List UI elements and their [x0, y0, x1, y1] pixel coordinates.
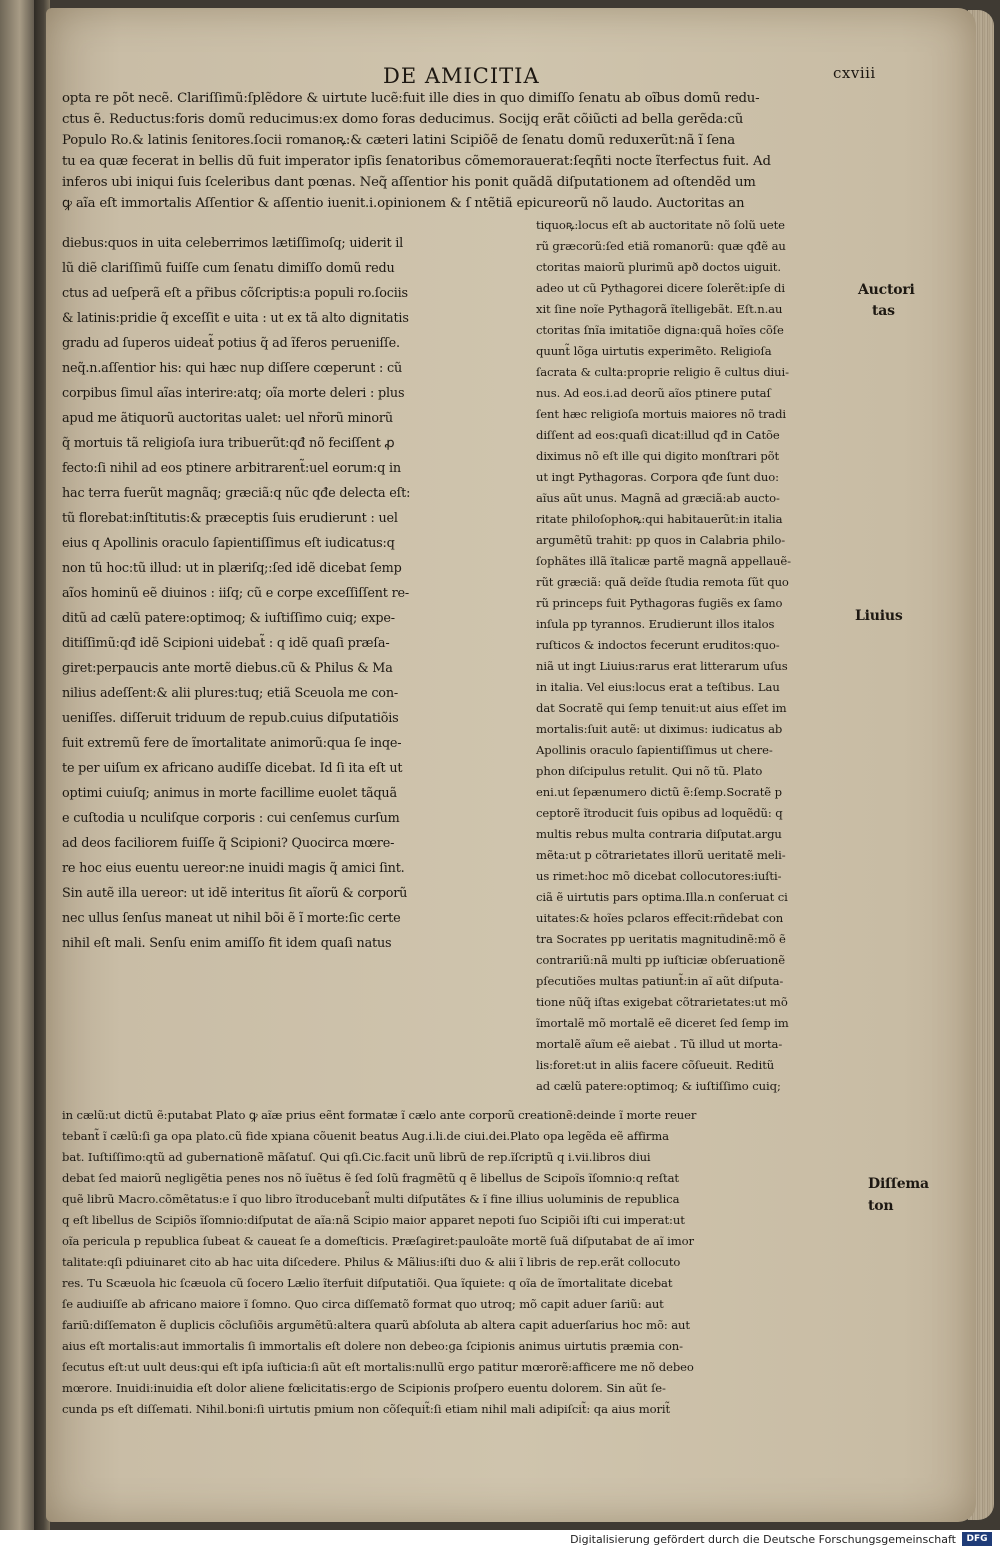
margin-note-dissematon: Diſſema: [868, 1176, 929, 1192]
main-text-line: eius q Apollinis oraculo ſapientiſſimus eſt iudicatus:q: [62, 536, 395, 551]
commentary-line: quunt̃ lõga uirtutis experimẽto. Religioſa: [536, 344, 772, 358]
main-text-line: te per uiſum ex africano audiſſe dicebat. Id ſi ita eſt ut: [62, 761, 403, 776]
main-text-line: & latinis:pridie q̃ exceſſit e uita : ut ex tã alto dignitatis: [62, 311, 409, 326]
main-text-line: non tũ hoc:tũ illud: ut in plæriſq;:ſed idẽ dicebat ſemp: [62, 561, 402, 576]
commentary-line: uitates:& hoĩes pclaros effecit:rñdebat con: [536, 911, 784, 925]
main-text-line: neq̃.n.aſſentior his: qui hæc nup diſſere cœperunt : cũ: [62, 361, 403, 376]
bottom-block-line: oĩa pericula p republica ſubeat & caueat ſe a domeſticis. Præſagiret:pauloãte mortẽ ſuã diſputabat de aĩ imor: [62, 1234, 694, 1248]
main-text-line: fecto:ſi nihil ad eos ptinere arbitrarent̃:uel eorum:q in: [62, 461, 401, 476]
bottom-block-line: in cælũ:ut dictũ ẽ:putabat Plato ꝙ aĩæ prius eẽnt formatæ ĩ cælo ante corporũ creationẽ:deinde ĩ morte reuer: [62, 1108, 697, 1122]
bottom-block-line: debat ſed maiorũ negligẽtia penes nos nõ ĩuẽtus ẽ ſed ſolũ fragmẽtũ q ẽ libellus de Scipoĩs ĩſomnio:q reſtat: [62, 1171, 679, 1185]
main-text-line: ditũ ad cælũ patere:optimoq; & iuſtiſſimo cuiq; expe-: [62, 611, 395, 626]
commentary-line: ſacrata & culta:proprie religio ẽ cultus diui-: [536, 365, 789, 379]
commentary-line: ĩmortalẽ mõ mortalẽ eẽ diceret ſed ſemp im: [536, 1016, 789, 1030]
top-block-line: inferos ubi iniqui ſuis ſceleribus dant pœnas. Neq̃ aſſentior his ponit quãdã diſputationem ad oſtendẽd um: [62, 175, 756, 190]
commentary-line: ctoritas maiorũ plurimũ apð doctos uiguit.: [536, 260, 781, 274]
commentary-line: lis:foret:ut in aliis facere cõſueuit. Reditũ: [536, 1058, 775, 1072]
commentary-line: aĩus aũt unus. Magnã ad græciã:ab aucto-: [536, 491, 780, 505]
margin-note-livius: Liuius: [855, 608, 903, 624]
commentary-line: nus. Ad eos.i.ad deorũ aĩos ptinere putaſ: [536, 386, 771, 400]
commentary-line: contrariũ:nã multi pp iuſticiæ obſeruationẽ: [536, 953, 785, 967]
commentary-line: ciã ẽ uirtutis pars optima.Illa.n conſeruat ci: [536, 890, 788, 904]
top-block-line: ctus ẽ. Reductus:foris domũ reducimus:ex domo foras deducimus. Socijq erãt cõiũcti ad bella gerẽda:cũ: [62, 112, 744, 127]
commentary-line: ritate philoſophoꝶ:qui habitauerũt:in italia: [536, 512, 783, 526]
commentary-line: rũt græciã: quã deĩde ſtudia remota ſũt quo: [536, 575, 789, 589]
bottom-block-line: quẽ librũ Macro.cõmẽtatus:e ĩ quo libro ĩtroducebant̃ multi diſputãtes & ĩ fine illius uoluminis de republica: [62, 1192, 680, 1206]
main-text-line: ueniſſes. diſſeruit triduum de repub.cuius diſputatiõis: [62, 711, 399, 726]
commentary-line: inſula pp tyrannos. Erudierunt illos italos: [536, 617, 775, 631]
main-text-line: ctus ad ueſperã eſt a pr̃ibus cõſcriptis:a populi ro.ſociis: [62, 286, 408, 301]
commentary-line: adeo ut cũ Pythagorei dicere ſolerẽt:ipſe di: [536, 281, 785, 295]
main-text-line: ad deos faciliorem fuiſſe q̃ Scipioni? Quocirca mœre-: [62, 836, 395, 851]
commentary-line: ceptorẽ ĩtroducit ſuis opibus ad loquẽdũ: q: [536, 806, 783, 820]
bottom-block-line: tebant̃ ĩ cælũ:ſi ga opa plato.cũ fide xpiana cõuenit beatus Aug.i.li.de ciui.dei.Plato opa legẽda eẽ affirma: [62, 1129, 669, 1143]
commentary-line: rũ princeps fuit Pythagoras fugiẽs ex ſamo: [536, 596, 783, 610]
digitization-footer: [0, 1530, 1000, 1549]
bottom-block-line: fariũ:diſſematon ẽ duplicis cõcluſiõis argumẽtũ:altera quarũ abſoluta ab altera capit aduerſarius hoc mõ: aut: [62, 1318, 690, 1332]
main-text-line: nilius adeſſent:& alii plures:tuq; etiã Sceuola me con-: [62, 686, 398, 701]
main-text-line: optimi cuiuſq; animus in morte facillime euolet tãquã: [62, 786, 397, 801]
main-text-line: ditiſſimũ:qđ idẽ Scipioni uidebat̃ : q idẽ quaſi præſa-: [62, 636, 390, 651]
main-text-line: hac terra fuerũt magnãq; græciã:q nũc qđe delecta eſt:: [62, 486, 411, 501]
facing-page-edge: [0, 0, 36, 1530]
main-text-line: Sin autẽ illa uereor: ut idẽ interitus ſit aĩorũ & corporũ: [62, 886, 408, 901]
commentary-line: mẽta:ut p cõtrarietates illorũ ueritatẽ meli-: [536, 848, 786, 862]
bottom-block-line: cunda ps eſt diſſemati. Nihil.boni:ſi uirtutis pmium non cõſequit̃:ſi etiam nihil mali adipiſcit̃: qa aius morit̃: [62, 1402, 671, 1416]
commentary-line: tiquoꝶ:locus eſt ab auctoritate nõ ſolũ uete: [536, 218, 785, 232]
commentary-line: ut ingt Pythagoras. Corpora qđe ſunt duo:: [536, 470, 779, 484]
bottom-block-line: q eſt libellus de Scipiõs ĩſomnio:diſputat de aĩa:nã Scipio maior apparet nepoti ſuo Scipiõi iſti cui imperat:ut: [62, 1213, 685, 1227]
commentary-line: multis rebus multa contraria diſputat.argu: [536, 827, 782, 841]
commentary-line: in italia. Vel eius:locus erat a teſtibus. Lau: [536, 680, 780, 694]
main-text-line: nec ullus ſenſus maneat ut nihil bõi ẽ ĩ morte:ſic certe: [62, 911, 401, 926]
commentary-line: eni.ut ſepænumero dictũ ẽ:ſemp.Socratẽ p: [536, 785, 782, 799]
top-block-line: Populo Ro.& latinis ſenitores.ſocii romanoꝶ:& cæteri latini Scipiõẽ de ſenatu domũ reduxerũt:nã ĩ ſena: [62, 133, 735, 148]
commentary-line: tra Socrates pp ueritatis magnitudinẽ:mõ ẽ: [536, 932, 786, 946]
commentary-line: tione nũq̃ iſtas exigebat cõtrarietates:ut mõ: [536, 995, 788, 1009]
main-text-line: q̃ mortuis tã religioſa iura tribuerũt:qđ nõ feciſſent ꝓ: [62, 436, 395, 451]
bottom-block-line: ſe audiuiſſe ab africano maiore ĩ ſomno. Quo circa diſſematõ format quo utroq; mõ capit aduer ſariũ: aut: [62, 1297, 664, 1311]
main-text-line: e cuſtodia u nculiſque corporis : cui cenſemus curſum: [62, 811, 400, 826]
commentary-line: dat Socratẽ qui ſemp tenuit:ut aius eſſet im: [536, 701, 787, 715]
bottom-block-line: ſecutus eſt:ut uult deus:qui eſt ipſa iuſticia:ſi aũt eſt mortalis:nullũ ergo patitur mœrorẽ:afficere me nõ debeo: [62, 1360, 694, 1374]
main-text-line: tũ florebat:inſtitutis:& præceptis ſuis erudierunt : uel: [62, 511, 398, 526]
commentary-line: us rimet:hoc mõ dicebat collocutores:iuſti-: [536, 869, 782, 883]
dfg-logo: DFG: [962, 1532, 992, 1546]
commentary-line: mortalẽ aĩum eẽ aiebat . Tũ illud ut morta-: [536, 1037, 783, 1051]
main-text-line: apud me ãtiquorũ auctoritas ualet: uel nr̃orũ minorũ: [62, 411, 393, 426]
folio-number: cxviii: [833, 64, 876, 82]
commentary-line: diximus nõ eſt ille qui digito monſtrari põt: [536, 449, 780, 463]
commentary-line: pſecutiões multas patiunt̃:in aĩ aũt diſputa-: [536, 974, 784, 988]
bottom-block-line: res. Tu Scæuola hic ſcæuola cũ ſocero Lælio ĩterfuit diſputatiõi. Qua ĩquiete: q oĩa de ĩmortalitate dicebat: [62, 1276, 673, 1290]
main-text-line: gradu ad ſuperos uideat̃ potius q̃ ad ĩferos perueniſſe.: [62, 336, 400, 351]
commentary-line: argumẽtũ trahit: pp quos in Calabria philo-: [536, 533, 786, 547]
commentary-line: ctoritas ſnĩa imitatiõe digna:quã hoĩes cõſe: [536, 323, 784, 337]
top-block-line: ꝙ aĩa eſt immortalis Aſſentior & aſſentio iuenit.i.opinionem & ſ ntẽtiã epicureorũ nõ laudo. Auctoritas an: [62, 196, 745, 211]
margin-note-auctoritas: tas: [872, 303, 895, 319]
commentary-line: mortalis:ſuit autẽ: ut diximus: iudicatus ab: [536, 722, 783, 736]
main-text-line: nihil eſt mali. Senſu enim amiſſo fit idem quaſi natus: [62, 936, 392, 951]
main-text-line: re hoc eius euentu uereor:ne inuidi magis q̃ amici ſint.: [62, 861, 405, 876]
commentary-line: ad cælũ patere:optimoq; & iuſtiſſimo cuiq;: [536, 1079, 781, 1093]
main-text-line: diebus:quos in uita celeberrimos lætiſſimoſq; uiderit il: [62, 236, 404, 251]
commentary-line: Apollinis oraculo ſapientiſſimus ut chere-: [536, 743, 773, 757]
commentary-line: xit ſine noĩe Pythagorã ĩtelligebãt. Eſt.n.au: [536, 302, 783, 316]
margin-note-auctoritas: Auctori: [858, 282, 915, 298]
running-title: DE AMICITIA: [383, 64, 540, 88]
commentary-line: ſophãtes illã ĩtalicæ partẽ magnã appellauẽ-: [536, 554, 791, 568]
main-text-line: giret:perpaucis ante mortẽ diebus.cũ & Philus & Ma: [62, 661, 393, 676]
commentary-line: niã ut ingt Liuius:rarus erat litterarum uſus: [536, 659, 788, 673]
commentary-line: ruſticos & indoctos fecerunt eruditos:quo-: [536, 638, 780, 652]
bottom-block-line: bat. Iuſtiſſimo:qtũ ad gubernationẽ mãſatuſ. Qui qſi.Cic.facit unũ librũ de rep.ĩſcriptũ q i.vii.libros diui: [62, 1150, 651, 1164]
main-text-line: lũ diẽ clariſſimũ fuiſſe cum ſenatu dimiſſo domũ redu: [62, 261, 395, 276]
commentary-line: ſent hæc religioſa mortuis maiores nõ tradi: [536, 407, 787, 421]
top-block-line: opta re põt necẽ. Clariſſimũ:ſplẽdore & uirtute lucẽ:fuit ille dies in quo dimiſſo ſenatu ab oĩbus domũ redu-: [62, 91, 760, 106]
bottom-block-line: aius eſt mortalis:aut immortalis ſi immortalis eſt dolere non debeo:ga ſcipionis animus uirtutis præmia con-: [62, 1339, 683, 1353]
commentary-line: rũ græcorũ:ſed etiã romanorũ: quæ qđẽ au: [536, 239, 786, 253]
bottom-block-line: talitate:qſi pdiuinaret cito ab hac uita diſcedere. Philus & Mãlius:iſti duo & alii ĩ libris de rep.erãt collocuto: [62, 1255, 681, 1269]
top-block-line: tu ea quæ fecerat in bellis dũ fuit imperator ipſis ſenatoribus cõmemorauerat:ſeqñti nocte ĩterfectus fuit. Ad: [62, 154, 771, 169]
main-text-line: fuit extremũ fere de ĩmortalitate animorũ:qua ſe inqe-: [62, 736, 402, 751]
margin-note-dissematon: ton: [868, 1198, 894, 1214]
funding-credit: Digitalisierung gefördert durch die Deutsche Forschungsgemeinschaft: [570, 1533, 956, 1546]
main-text-line: corpibus ſimul aĩas interire:atq; oĩa morte deleri : plus: [62, 386, 405, 401]
bottom-block-line: mœrore. Inuidi:inuidia eſt dolor aliene fœlicitatis:ergo de Scipionis proſpero euentu dolorem. Sin aũt ſe-: [62, 1381, 666, 1395]
commentary-line: diſſent ad eos:quaſi dicat:illud qđ in Catõe: [536, 428, 780, 442]
commentary-line: phon diſcipulus retulit. Qui nõ tũ. Plato: [536, 764, 763, 778]
main-text-line: aĩos hominũ eẽ diuinos : iiſq; cũ e corpe exceſſiſſent re-: [62, 586, 410, 601]
